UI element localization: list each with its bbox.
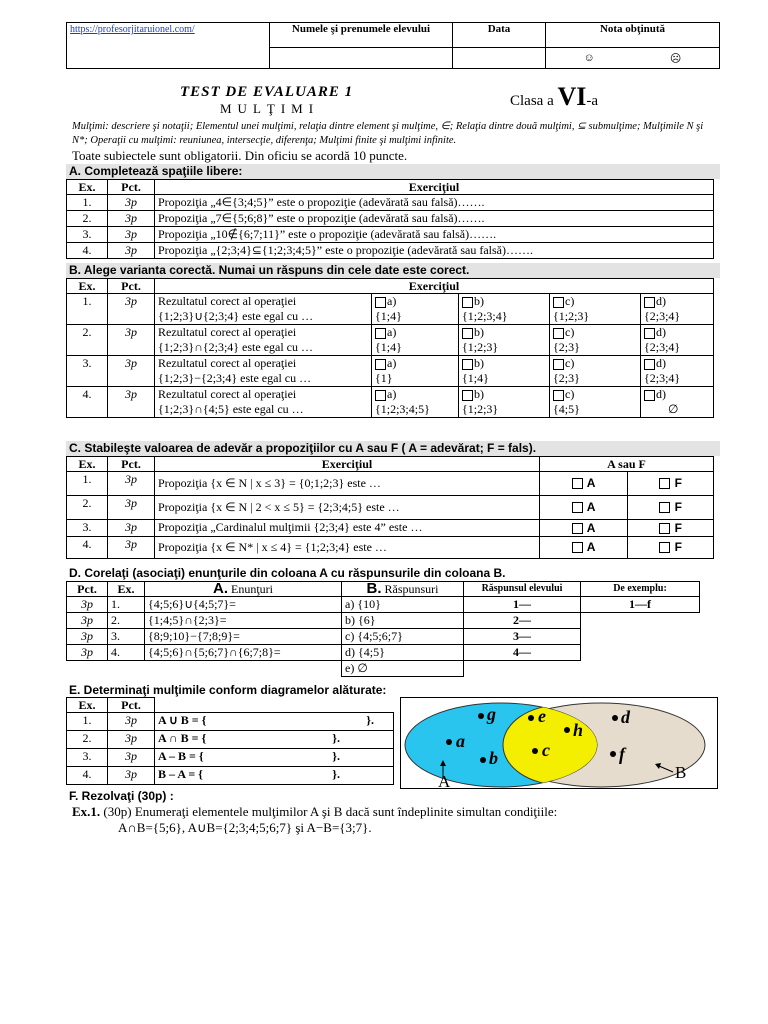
section-b-title: B. Alege varianta corectă. Numai un răspuns din cele date este corect. bbox=[66, 263, 720, 278]
row-close: }. bbox=[332, 749, 340, 763]
col-ex: Ex. bbox=[67, 180, 108, 195]
element-dot bbox=[478, 713, 484, 719]
row-line2: {1;2;3}∩{4;5} este egal cu … bbox=[158, 402, 304, 416]
option-value: {1;2;3;4} bbox=[462, 309, 508, 323]
element-dot bbox=[446, 739, 452, 745]
table-row bbox=[67, 731, 394, 749]
option-letter: b) bbox=[474, 294, 484, 308]
section-a-table bbox=[66, 179, 714, 259]
row-pct: 3p bbox=[108, 537, 155, 559]
row-ex: 2. bbox=[67, 731, 108, 749]
option-d[interactable] bbox=[641, 387, 714, 418]
row-answer-field[interactable] bbox=[155, 767, 394, 785]
row-response: c) {4;5;6;7} bbox=[342, 629, 464, 645]
choice-label: A bbox=[586, 476, 596, 490]
option-value: {1;2;3;4;5} bbox=[375, 402, 430, 416]
row-pct: 3p bbox=[108, 195, 155, 211]
table-row bbox=[67, 537, 714, 559]
table-row bbox=[67, 195, 714, 211]
col-exercise: Exerciţiul bbox=[155, 180, 714, 195]
choice-label: F bbox=[674, 476, 682, 490]
row-ex: 1. bbox=[108, 597, 145, 613]
option-b[interactable] bbox=[459, 325, 550, 356]
row-text[interactable]: Propoziţia „4∈{3;4;5}” este o propoziţie (adevărată sau falsă)……. bbox=[155, 195, 714, 211]
table-row bbox=[67, 613, 700, 629]
row-close: }. bbox=[366, 713, 374, 727]
table-row bbox=[67, 713, 394, 731]
checkbox-icon[interactable] bbox=[375, 390, 386, 401]
choice-label: F bbox=[674, 520, 682, 535]
row-response: d) {4;5} bbox=[342, 645, 464, 661]
checkbox-icon[interactable] bbox=[462, 328, 473, 339]
table-row bbox=[67, 294, 714, 325]
checkbox-icon[interactable] bbox=[375, 359, 386, 370]
option-letter: c) bbox=[565, 325, 575, 339]
row-ex: 2. bbox=[67, 211, 108, 227]
element-dot bbox=[612, 715, 618, 721]
row-pct: 3p bbox=[108, 472, 155, 496]
checkbox-icon[interactable] bbox=[644, 390, 655, 401]
option-value: {1;2;3} bbox=[462, 340, 499, 354]
empty-cell bbox=[464, 661, 581, 677]
exercise-label: Ex.1. bbox=[72, 804, 101, 819]
row-ex: 1. bbox=[67, 472, 108, 496]
option-value: {2;3} bbox=[553, 371, 580, 385]
table-row bbox=[67, 211, 714, 227]
row-pct: 3p bbox=[108, 211, 155, 227]
row-pct: 3p bbox=[108, 496, 155, 520]
checkbox-icon[interactable] bbox=[462, 390, 473, 401]
date-label: Data bbox=[453, 23, 546, 48]
row-response: e) ∅ bbox=[342, 661, 464, 677]
set-b-label: B bbox=[675, 763, 687, 782]
student-name-field[interactable] bbox=[270, 48, 453, 69]
option-letter: d) bbox=[656, 356, 666, 370]
section-e-title: E. Determinaţi mulţimile conform diagramelor alăturate: bbox=[69, 683, 387, 697]
row-text bbox=[155, 356, 372, 387]
col-ex: Ex. bbox=[108, 582, 145, 597]
venn-diagram bbox=[400, 697, 718, 789]
choice-label: A bbox=[586, 500, 596, 514]
option-value: {2;3;4} bbox=[644, 371, 681, 385]
row-text: A ∩ B = { bbox=[158, 731, 207, 745]
option-letter: b) bbox=[474, 356, 484, 370]
choice-label: A bbox=[586, 520, 596, 535]
row-ex: 1. bbox=[67, 195, 108, 211]
exercise-conditions: A∩B={5;6}, A∪B={2;3;4;5;6;7} şi A−B={3;7}. bbox=[118, 820, 372, 835]
table-row bbox=[67, 767, 394, 785]
option-letter: c) bbox=[565, 294, 575, 308]
empty-cell bbox=[67, 661, 108, 677]
row-ex: 4. bbox=[108, 645, 145, 661]
row-pct: 3p bbox=[108, 325, 155, 356]
col-pct: Pct. bbox=[108, 279, 155, 294]
test-title: TEST DE EVALUARE 1 bbox=[180, 84, 354, 100]
row-answer-field[interactable] bbox=[155, 749, 394, 767]
option-d[interactable] bbox=[641, 325, 714, 356]
row-close: }. bbox=[332, 731, 340, 745]
element-a: a bbox=[456, 731, 465, 751]
row-ex: 2. bbox=[67, 496, 108, 520]
row-pct: 3p bbox=[67, 645, 108, 661]
row-text: A – B = { bbox=[158, 749, 204, 763]
instructions-text: Toate subiectele sunt obligatorii. Din oficiu se acordă 10 puncte. bbox=[72, 148, 408, 163]
col-a-letter: A. bbox=[213, 580, 228, 597]
col-b-letter: B. bbox=[366, 580, 382, 597]
row-text[interactable]: Propoziţia „10∉{6;7;11}” este o propoziţie (adevărată sau falsă)……. bbox=[155, 227, 714, 243]
row-ex: 3. bbox=[67, 356, 108, 387]
option-a[interactable] bbox=[372, 294, 459, 325]
class-prefix: Clasa a bbox=[510, 93, 554, 109]
row-pct: 3p bbox=[67, 597, 108, 613]
row-pct: 3p bbox=[108, 749, 155, 767]
row-ex: 3. bbox=[67, 749, 108, 767]
topics-text: Mulţimi: descriere şi notaţii; Elementul unei mulţimi, relaţia dintre element şi mulţime, ∈; Relaţia dintre două mulţimi, ⊆ submulţime; Mulţimile N şi N*; Operaţii cu mulţimi: reuniunea, intersecţie, diferenţa; Mulţimi finite şi mulţimi infinite. bbox=[72, 121, 704, 146]
option-letter: a) bbox=[387, 325, 397, 339]
row-pct: 3p bbox=[67, 629, 108, 645]
option-c[interactable] bbox=[550, 356, 641, 387]
table-row bbox=[67, 243, 714, 259]
table-row bbox=[67, 749, 394, 767]
col-a-label: Enunţuri bbox=[228, 582, 273, 596]
element-f: f bbox=[619, 744, 625, 764]
site-link-cell bbox=[67, 23, 270, 69]
row-line2: {1;2;3}∪{2;3;4} este egal cu … bbox=[158, 309, 314, 323]
section-f-title: F. Rezolvaţi (30p) : bbox=[69, 789, 174, 803]
checkbox-icon[interactable] bbox=[644, 297, 655, 308]
col-student-answer: Răspunsul elevului bbox=[464, 582, 581, 597]
option-b[interactable] bbox=[459, 356, 550, 387]
choice-label: A bbox=[586, 540, 596, 554]
option-b[interactable] bbox=[459, 294, 550, 325]
empty-cell bbox=[108, 661, 145, 677]
row-close: }. bbox=[332, 767, 340, 781]
row-answer-field[interactable]: 3— bbox=[464, 629, 581, 645]
row-ex: 1. bbox=[67, 294, 108, 325]
option-letter: b) bbox=[474, 387, 484, 401]
col-pct: Pct. bbox=[108, 180, 155, 195]
row-pct: 3p bbox=[108, 227, 155, 243]
row-pct: 3p bbox=[108, 387, 155, 418]
option-a[interactable] bbox=[372, 356, 459, 387]
col-exercise: Exerciţiul bbox=[155, 457, 540, 472]
option-value: {2;3;4} bbox=[644, 340, 681, 354]
element-g: g bbox=[487, 704, 496, 724]
option-c[interactable] bbox=[550, 325, 641, 356]
option-a[interactable] bbox=[372, 387, 459, 418]
row-ex: 4. bbox=[67, 243, 108, 259]
col-true-false: A sau F bbox=[540, 457, 714, 472]
section-c-table bbox=[66, 456, 714, 559]
option-letter: a) bbox=[387, 294, 397, 308]
element-dot bbox=[528, 715, 534, 721]
exercise-text: Enumeraţi elementele mulţimilor A şi B dacă sunt îndeplinite simultan condiţiile: bbox=[134, 804, 558, 819]
section-c-title: C. Stabileşte valoarea de adevăr a propoziţiilor cu A sau F ( A = adevărat; F = fals). bbox=[66, 441, 720, 456]
option-value: {1;4} bbox=[375, 309, 402, 323]
option-b[interactable] bbox=[459, 387, 550, 418]
checkbox-icon[interactable] bbox=[553, 328, 564, 339]
date-field[interactable] bbox=[453, 48, 546, 69]
smile-icon: ☺ bbox=[546, 48, 633, 69]
exercise-1 bbox=[72, 804, 557, 820]
table-row bbox=[67, 356, 714, 387]
row-pct: 3p bbox=[108, 767, 155, 785]
row-ex: 4. bbox=[67, 767, 108, 785]
col-pct: Pct. bbox=[108, 457, 155, 472]
row-pct: 3p bbox=[108, 356, 155, 387]
option-value: {4;5} bbox=[553, 402, 580, 416]
row-line2: {1;2;3}∩{2;3;4} este egal cu … bbox=[158, 340, 314, 354]
option-letter: d) bbox=[656, 325, 666, 339]
choice-f[interactable] bbox=[628, 472, 714, 496]
checkbox-icon[interactable] bbox=[375, 297, 386, 308]
row-ex: 2. bbox=[67, 325, 108, 356]
student-name-label: Numele şi prenumele elevului bbox=[270, 23, 453, 48]
checkbox-icon[interactable] bbox=[644, 359, 655, 370]
row-answer-field[interactable]: 4— bbox=[464, 645, 581, 661]
choice-f[interactable] bbox=[628, 496, 714, 520]
section-a-title: A. Completează spaţiile libere: bbox=[66, 164, 720, 179]
row-text[interactable]: Propoziţia „7∈{5;6;8}” este o propoziţie (adevărată sau falsă)……. bbox=[155, 211, 714, 227]
option-value: {1;4} bbox=[462, 371, 489, 385]
row-text: Propoziţia „Cardinalul mulţimii {2;3;4} este 4” este … bbox=[155, 520, 540, 537]
row-line1: Rezultatul corect al operaţiei bbox=[158, 356, 297, 370]
checkbox-icon[interactable] bbox=[644, 328, 655, 339]
col-exercise: Exerciţiul bbox=[155, 279, 714, 294]
element-d: d bbox=[621, 707, 630, 727]
checkbox-icon[interactable] bbox=[572, 523, 583, 534]
table-row bbox=[67, 629, 700, 645]
row-ex: 1. bbox=[67, 713, 108, 731]
row-pct: 3p bbox=[108, 243, 155, 259]
table-row bbox=[67, 496, 714, 520]
col-ex: Ex. bbox=[67, 698, 108, 713]
element-b: b bbox=[489, 748, 498, 768]
row-text bbox=[155, 325, 372, 356]
class-suffix: -a bbox=[586, 93, 599, 109]
element-dot bbox=[532, 748, 538, 754]
option-letter: d) bbox=[656, 294, 666, 308]
row-example: 1—f bbox=[581, 597, 700, 613]
section-e-table bbox=[66, 697, 394, 785]
checkbox-icon[interactable] bbox=[572, 478, 583, 489]
venn-svg bbox=[401, 698, 717, 788]
col-statements bbox=[145, 582, 342, 597]
checkbox-icon[interactable] bbox=[659, 502, 670, 513]
option-value: {2;3} bbox=[553, 340, 580, 354]
choice-label: F bbox=[674, 500, 682, 514]
option-value: {1;2;3} bbox=[553, 309, 590, 323]
option-value: {1} bbox=[375, 371, 393, 385]
empty-cell bbox=[581, 613, 700, 629]
checkbox-icon[interactable] bbox=[659, 523, 670, 534]
checkbox-icon[interactable] bbox=[375, 328, 386, 339]
section-d-title: D. Corelaţi (asociaţi) enunţurile din coloana A cu răspunsurile din coloana B. bbox=[69, 566, 506, 580]
row-line1: Rezultatul corect al operaţiei bbox=[158, 387, 297, 401]
row-text: Propoziţia {x ∈ N* | x ≤ 4} = {1;2;3;4} este … bbox=[155, 537, 540, 559]
row-statement: {1;4;5}∩{2;3}= bbox=[145, 613, 342, 629]
option-letter: c) bbox=[565, 387, 575, 401]
option-c[interactable] bbox=[550, 294, 641, 325]
col-pct: Pct. bbox=[108, 698, 155, 713]
row-response: b) {6} bbox=[342, 613, 464, 629]
row-statement: {8;9;10}−{7;8;9}= bbox=[145, 629, 342, 645]
option-letter: d) bbox=[656, 387, 666, 401]
row-pct: 3p bbox=[108, 520, 155, 537]
option-value: {1;4} bbox=[375, 340, 402, 354]
element-dot bbox=[610, 751, 616, 757]
table-row bbox=[67, 387, 714, 418]
empty-cell bbox=[581, 645, 700, 661]
empty-cell bbox=[145, 661, 342, 677]
class-label bbox=[510, 82, 598, 112]
row-text bbox=[155, 294, 372, 325]
row-ex: 3. bbox=[108, 629, 145, 645]
option-d[interactable] bbox=[641, 294, 714, 325]
choice-a[interactable] bbox=[540, 537, 628, 559]
row-answer-field[interactable]: 1— bbox=[464, 597, 581, 613]
checkbox-icon[interactable] bbox=[572, 542, 583, 553]
row-answer-field[interactable]: 2— bbox=[464, 613, 581, 629]
choice-f[interactable] bbox=[628, 537, 714, 559]
row-text: Propoziţia {x ∈ N | x ≤ 3} = {0;1;2;3} este … bbox=[155, 472, 540, 496]
row-line1: Rezultatul corect al operaţiei bbox=[158, 325, 297, 339]
row-text[interactable]: Propoziţia „{2;3;4}⊆{1;2;3;4;5}” este o propoziţie (adevărată sau falsă)……. bbox=[155, 243, 714, 259]
element-dot bbox=[480, 757, 486, 763]
element-e: e bbox=[538, 706, 546, 726]
row-ex: 3. bbox=[67, 520, 108, 537]
exercise-points: (30p) bbox=[103, 804, 132, 819]
test-subtitle: MULŢIMI bbox=[220, 101, 320, 116]
row-answer-field[interactable] bbox=[155, 713, 394, 731]
checkbox-icon[interactable] bbox=[659, 478, 670, 489]
choice-label: F bbox=[674, 540, 682, 554]
checkbox-icon[interactable] bbox=[553, 359, 564, 370]
choice-a[interactable] bbox=[540, 520, 628, 537]
checkbox-icon[interactable] bbox=[572, 502, 583, 513]
option-value: {2;3;4} bbox=[644, 309, 681, 323]
choice-f[interactable] bbox=[628, 520, 714, 537]
row-ex: 3. bbox=[67, 227, 108, 243]
section-d-table bbox=[66, 581, 700, 677]
checkbox-icon[interactable] bbox=[462, 359, 473, 370]
col-b-label: Răspunsuri bbox=[381, 582, 439, 596]
row-pct: 3p bbox=[108, 713, 155, 731]
table-row bbox=[67, 520, 714, 537]
row-statement: {4;5;6}∩{5;6;7}∩{6;7;8}= bbox=[145, 645, 342, 661]
grade-label: Nota obţinută bbox=[546, 23, 720, 48]
option-value: ∅ bbox=[668, 402, 679, 416]
row-pct: 3p bbox=[108, 731, 155, 749]
row-text: B – A = { bbox=[158, 767, 203, 781]
row-ex: 4. bbox=[67, 387, 108, 418]
element-c: c bbox=[542, 740, 550, 760]
option-d[interactable] bbox=[641, 356, 714, 387]
header-empty bbox=[155, 698, 394, 713]
site-link[interactable]: https://profesorjitaruionel.com/ bbox=[70, 24, 195, 35]
element-dot bbox=[564, 727, 570, 733]
row-pct: 3p bbox=[67, 613, 108, 629]
element-h: h bbox=[573, 720, 584, 740]
choice-a[interactable] bbox=[540, 496, 628, 520]
row-line1: Rezultatul corect al operaţiei bbox=[158, 294, 297, 308]
option-letter: a) bbox=[387, 387, 397, 401]
row-statement: {4;5;6}∪{4;5;7}= bbox=[145, 597, 342, 613]
table-row bbox=[67, 472, 714, 496]
set-a-label: A bbox=[438, 772, 451, 788]
table-row bbox=[67, 325, 714, 356]
checkbox-icon[interactable] bbox=[659, 542, 670, 553]
checkbox-icon[interactable] bbox=[462, 297, 473, 308]
col-ex: Ex. bbox=[67, 457, 108, 472]
class-roman: VI bbox=[557, 82, 587, 111]
row-text: Propoziţia {x ∈ N | 2 < x ≤ 5} = {2;3;4;5} este … bbox=[155, 496, 540, 520]
header-table bbox=[66, 22, 720, 69]
option-c[interactable] bbox=[550, 387, 641, 418]
empty-cell bbox=[581, 629, 700, 645]
col-ex: Ex. bbox=[67, 279, 108, 294]
checkbox-icon[interactable] bbox=[553, 390, 564, 401]
choice-a[interactable] bbox=[540, 472, 628, 496]
col-example: De exemplu: bbox=[581, 582, 700, 597]
row-pct: 3p bbox=[108, 294, 155, 325]
table-row bbox=[67, 661, 700, 677]
table-row bbox=[67, 597, 700, 613]
option-value: {1;2;3} bbox=[462, 402, 499, 416]
table-row bbox=[67, 645, 700, 661]
col-responses bbox=[342, 582, 464, 597]
row-ex: 4. bbox=[67, 537, 108, 559]
checkbox-icon[interactable] bbox=[553, 297, 564, 308]
empty-cell bbox=[581, 661, 700, 677]
option-a[interactable] bbox=[372, 325, 459, 356]
table-row bbox=[67, 227, 714, 243]
row-response: a) {10} bbox=[342, 597, 464, 613]
row-text: A ∪ B = { bbox=[158, 713, 207, 727]
section-b-table bbox=[66, 278, 714, 418]
row-ex: 2. bbox=[108, 613, 145, 629]
row-line2: {1;2;3}−{2;3;4} este egal cu … bbox=[158, 371, 312, 385]
option-letter: c) bbox=[565, 356, 575, 370]
row-text bbox=[155, 387, 372, 418]
option-letter: b) bbox=[474, 325, 484, 339]
frown-icon: ☹ bbox=[632, 48, 719, 69]
row-answer-field[interactable] bbox=[155, 731, 394, 749]
col-pct: Pct. bbox=[67, 582, 108, 597]
option-letter: a) bbox=[387, 356, 397, 370]
